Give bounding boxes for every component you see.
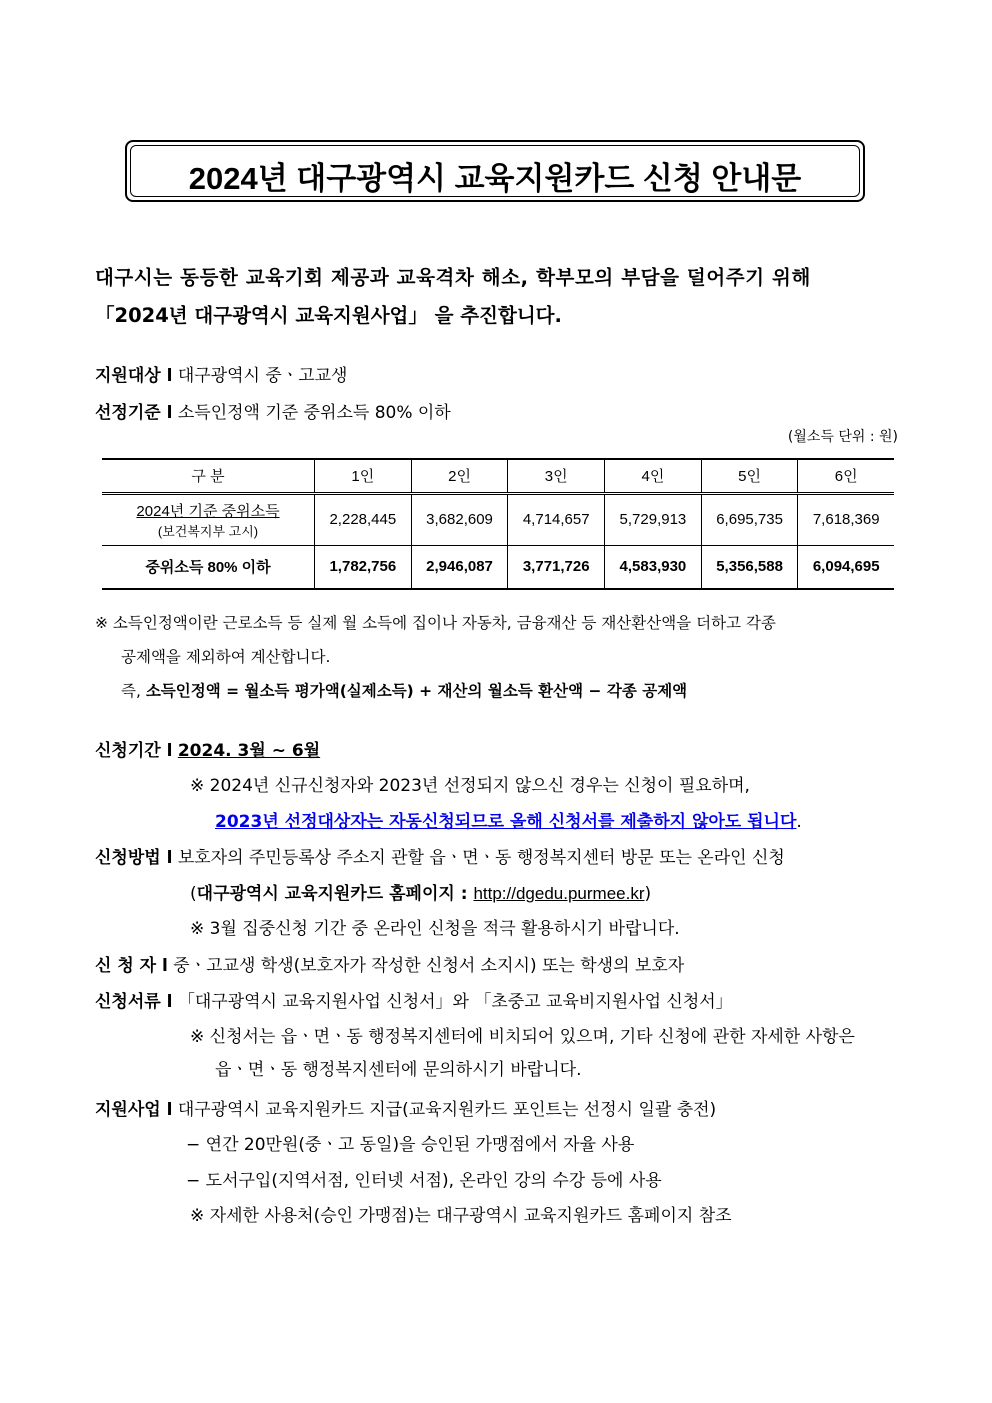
documents-note-2: 읍ㆍ면ㆍ동 행정복지센터에 문의하시기 바랍니다. bbox=[215, 1060, 582, 1080]
method-value: 보호자의 주민등록상 주소지 관할 읍ㆍ면ㆍ동 행정복지센터 방문 또는 온라인 신청 bbox=[177, 848, 785, 868]
documents-note-1: ※ 신청서는 읍ㆍ면ㆍ동 행정복지센터에 비치되어 있으며, 기타 신청에 관한 자세한 사항은 bbox=[190, 1027, 855, 1047]
table-cell: 5,729,913 bbox=[605, 493, 702, 545]
homepage-row bbox=[190, 879, 651, 904]
period-note-2-wrap bbox=[215, 807, 802, 832]
paren-close: ) bbox=[644, 884, 652, 904]
unit-note: (월소득 단위 : 원) bbox=[787, 429, 898, 445]
table-cell: 3,771,726 bbox=[508, 545, 605, 589]
period-note-2-end: . bbox=[796, 812, 802, 832]
income-note-line-1: ※ 소득인정액이란 근로소득 등 실제 월 소득에 집이나 자동차, 금융재산 등 재산환산액을 더하고 각종 bbox=[95, 614, 776, 632]
support-item-2: − 도서구입(지역서점, 인터넷 서점), 온라인 강의 수강 등에 사용 bbox=[186, 1171, 662, 1191]
table-header-cell: 4인 bbox=[605, 459, 702, 493]
table-header-cell: 6인 bbox=[798, 459, 894, 493]
period-label: 신청기간 l bbox=[95, 741, 173, 761]
formula-prefix: 즉, bbox=[121, 682, 146, 700]
table-header-cell: 1인 bbox=[315, 459, 412, 493]
table-row-80-percent bbox=[102, 545, 894, 589]
table-header-row bbox=[102, 459, 894, 493]
homepage-label: 대구광역시 교육지원카드 홈페이지 : bbox=[196, 884, 474, 904]
income-note-line-3 bbox=[121, 679, 687, 701]
method-label: 신청방법 l bbox=[95, 848, 173, 868]
median-income-label: 2024년 기준 중위소득 bbox=[136, 502, 280, 520]
table-header-cell: 구 분 bbox=[102, 459, 315, 493]
table-cell: 6,695,735 bbox=[701, 493, 798, 545]
auto-application-notice: 2023년 선정대상자는 자동신청되므로 올해 신청서를 제출하지 않아도 됩니다 bbox=[215, 812, 797, 832]
paren-open: ( bbox=[190, 884, 197, 904]
table-cell: 4,714,657 bbox=[508, 493, 605, 545]
criteria-label: 선정기준 l bbox=[95, 403, 173, 423]
target-row bbox=[95, 361, 347, 386]
applicant-label: 신 청 자 l bbox=[95, 956, 168, 976]
table-cell: 3,682,609 bbox=[411, 493, 508, 545]
income-formula: 소득인정액 = 월소득 평가액(실제소득) + 재산의 월소득 환산액 − 각종 공제액 bbox=[145, 682, 688, 700]
median-income-sublabel: (보건복지부 고시) bbox=[157, 523, 259, 539]
table-header-cell: 5인 bbox=[701, 459, 798, 493]
table-cell: 4,583,930 bbox=[605, 545, 702, 589]
page-title: 2024년 대구광역시 교육지원카드 신청 안내문 bbox=[188, 161, 802, 196]
table-row-median-income bbox=[102, 493, 894, 545]
period-value: 2024. 3월 ~ 6월 bbox=[177, 741, 321, 761]
criteria-value: 소득인정액 기준 중위소득 80% 이하 bbox=[177, 403, 451, 423]
income-table bbox=[102, 458, 894, 590]
table-cell: 7,618,369 bbox=[798, 493, 894, 545]
target-label: 지원대상 l bbox=[95, 366, 173, 386]
table-cell: 2,228,445 bbox=[315, 493, 412, 545]
documents-value: 「대구광역시 교육지원사업 신청서」와 「초중고 교육비지원사업 신청서」 bbox=[177, 992, 733, 1012]
row-label-cell: 중위소득 80% 이하 bbox=[145, 559, 271, 577]
title-box bbox=[125, 140, 865, 202]
table-cell: 1,782,756 bbox=[315, 545, 412, 589]
target-value: 대구광역시 중ㆍ고교생 bbox=[177, 366, 348, 386]
period-note-1: ※ 2024년 신규신청자와 2023년 선정되지 않으신 경우는 신청이 필요하며, bbox=[190, 776, 750, 796]
table-cell: 2,946,087 bbox=[411, 545, 508, 589]
row-label-cell bbox=[102, 493, 315, 545]
applicant-value: 중ㆍ고교생 학생(보호자가 작성한 신청서 소지시) 또는 학생의 보호자 bbox=[173, 956, 685, 976]
support-row bbox=[95, 1095, 716, 1120]
support-item-1: − 연간 20만원(중ㆍ고 동일)을 승인된 가맹점에서 자율 사용 bbox=[186, 1135, 635, 1155]
income-note-line-2: 공제액을 제외하여 계산합니다. bbox=[121, 648, 331, 666]
table-header-cell: 2인 bbox=[411, 459, 508, 493]
period-row bbox=[95, 736, 320, 761]
method-note: ※ 3월 집중신청 기간 중 온라인 신청을 적극 활용하시기 바랍니다. bbox=[190, 919, 680, 939]
support-note: ※ 자세한 사용처(승인 가맹점)는 대구광역시 교육지원카드 홈페이지 참조 bbox=[190, 1206, 732, 1226]
intro-line-1: 대구시는 동등한 교육기회 제공과 교육격차 해소, 학부모의 부담을 덜어주기 위해 bbox=[95, 266, 811, 289]
documents-label: 신청서류 l bbox=[95, 992, 173, 1012]
table-cell: 5,356,588 bbox=[701, 545, 798, 589]
criteria-row bbox=[95, 398, 451, 423]
documents-row bbox=[95, 987, 733, 1012]
support-value: 대구광역시 교육지원카드 지급(교육지원카드 포인트는 선정시 일괄 충전) bbox=[177, 1100, 717, 1120]
applicant-row bbox=[95, 951, 684, 976]
table-header-cell: 3인 bbox=[508, 459, 605, 493]
method-row bbox=[95, 843, 785, 868]
intro-line-2: 「2024년 대구광역시 교육지원사업」 을 추진합니다. bbox=[95, 304, 562, 327]
support-label: 지원사업 l bbox=[95, 1100, 173, 1120]
table-cell: 6,094,695 bbox=[798, 545, 894, 589]
homepage-link[interactable]: http://dgedu.purmee.kr bbox=[473, 884, 645, 903]
